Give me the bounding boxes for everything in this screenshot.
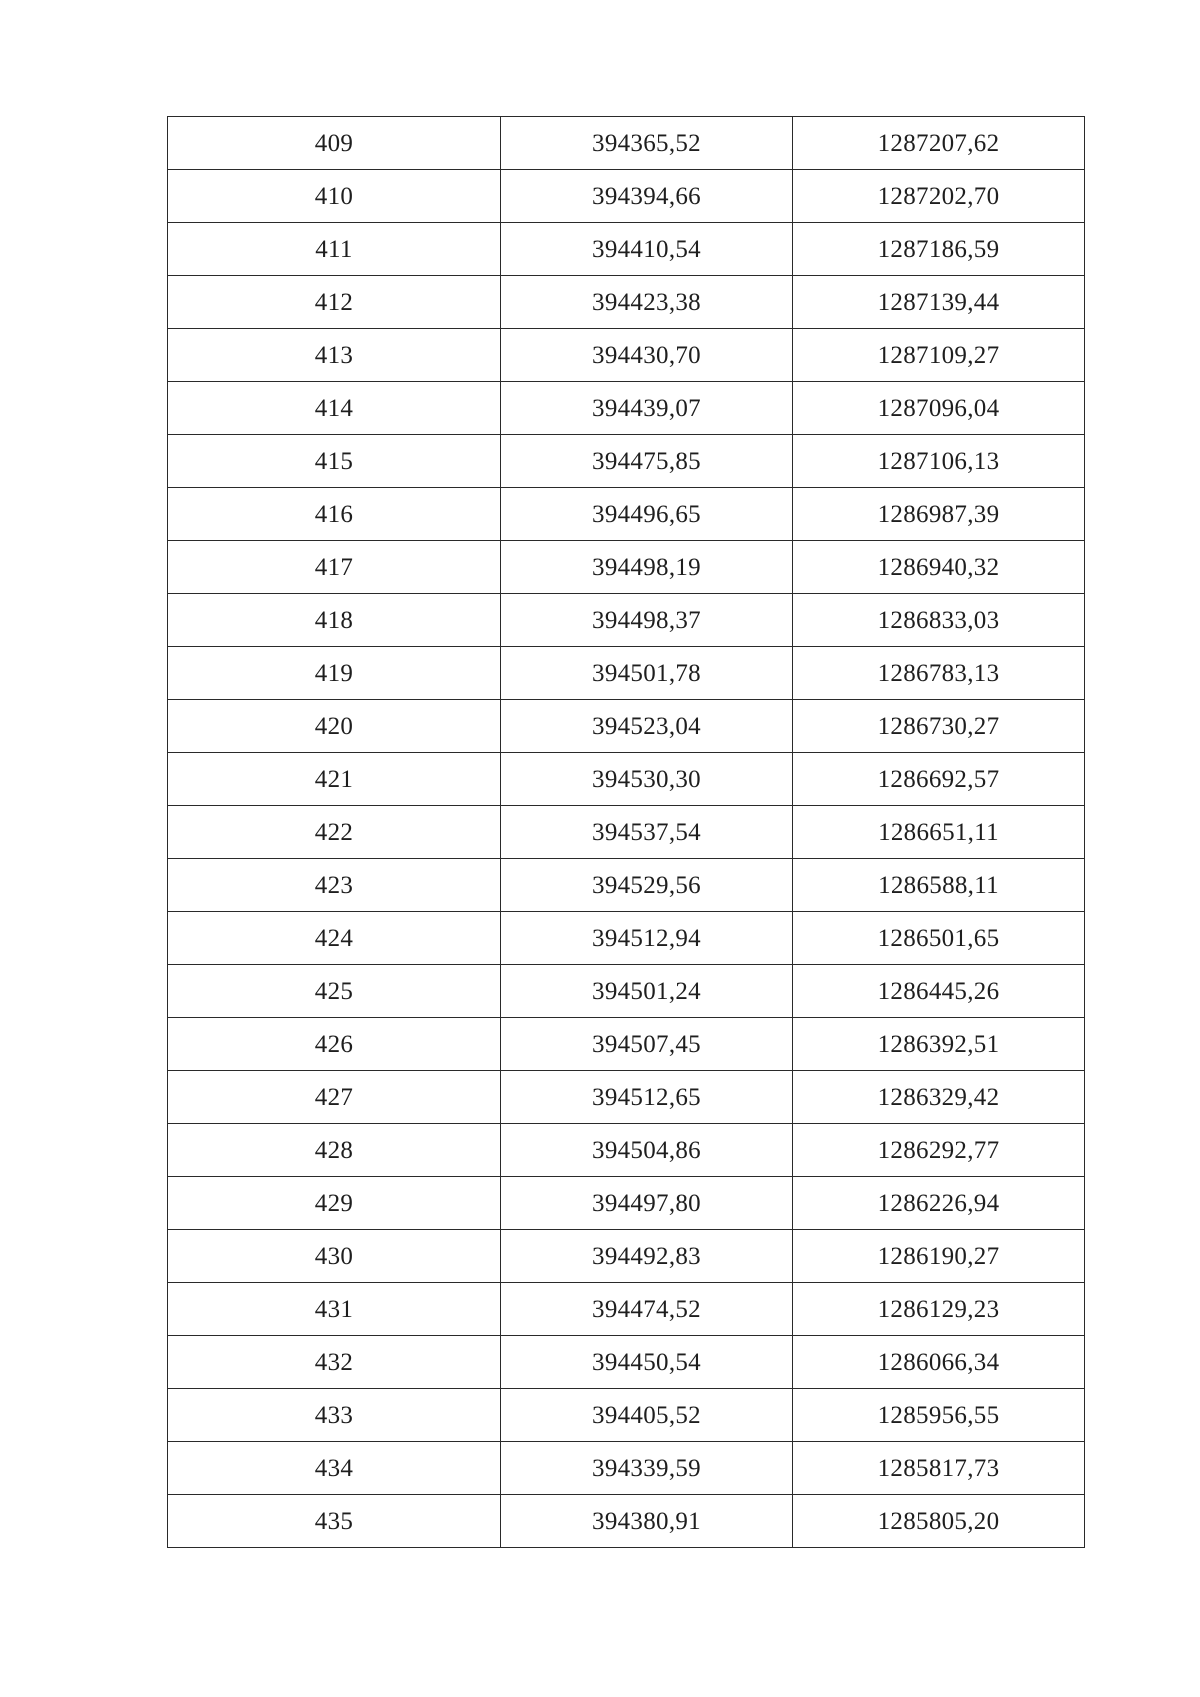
y-coordinate-cell: 1286445,26 bbox=[793, 965, 1085, 1018]
x-coordinate-cell: 394474,52 bbox=[501, 1283, 793, 1336]
y-coordinate-cell: 1286066,34 bbox=[793, 1336, 1085, 1389]
y-coordinate-cell: 1285817,73 bbox=[793, 1442, 1085, 1495]
x-coordinate-cell: 394498,37 bbox=[501, 594, 793, 647]
point-number-cell: 425 bbox=[168, 965, 501, 1018]
point-number-cell: 423 bbox=[168, 859, 501, 912]
y-coordinate-cell: 1286940,32 bbox=[793, 541, 1085, 594]
table-row bbox=[168, 806, 1085, 859]
point-number-cell: 412 bbox=[168, 276, 501, 329]
table-row bbox=[168, 170, 1085, 223]
point-number-cell: 411 bbox=[168, 223, 501, 276]
table-row bbox=[168, 1071, 1085, 1124]
x-coordinate-cell: 394410,54 bbox=[501, 223, 793, 276]
point-number-cell: 434 bbox=[168, 1442, 501, 1495]
coordinates-table-body bbox=[168, 117, 1085, 1548]
y-coordinate-cell: 1287106,13 bbox=[793, 435, 1085, 488]
x-coordinate-cell: 394496,65 bbox=[501, 488, 793, 541]
y-coordinate-cell: 1285956,55 bbox=[793, 1389, 1085, 1442]
point-number-cell: 427 bbox=[168, 1071, 501, 1124]
table-row bbox=[168, 912, 1085, 965]
y-coordinate-cell: 1287139,44 bbox=[793, 276, 1085, 329]
table-row bbox=[168, 1442, 1085, 1495]
x-coordinate-cell: 394501,24 bbox=[501, 965, 793, 1018]
point-number-cell: 426 bbox=[168, 1018, 501, 1071]
x-coordinate-cell: 394394,66 bbox=[501, 170, 793, 223]
table-row bbox=[168, 1018, 1085, 1071]
x-coordinate-cell: 394504,86 bbox=[501, 1124, 793, 1177]
x-coordinate-cell: 394405,52 bbox=[501, 1389, 793, 1442]
table-row bbox=[168, 382, 1085, 435]
x-coordinate-cell: 394439,07 bbox=[501, 382, 793, 435]
table-row bbox=[168, 594, 1085, 647]
point-number-cell: 431 bbox=[168, 1283, 501, 1336]
table-row bbox=[168, 753, 1085, 806]
y-coordinate-cell: 1287207,62 bbox=[793, 117, 1085, 170]
x-coordinate-cell: 394507,45 bbox=[501, 1018, 793, 1071]
table-row bbox=[168, 859, 1085, 912]
y-coordinate-cell: 1286329,42 bbox=[793, 1071, 1085, 1124]
point-number-cell: 421 bbox=[168, 753, 501, 806]
point-number-cell: 414 bbox=[168, 382, 501, 435]
point-number-cell: 433 bbox=[168, 1389, 501, 1442]
table-row bbox=[168, 965, 1085, 1018]
y-coordinate-cell: 1286190,27 bbox=[793, 1230, 1085, 1283]
y-coordinate-cell: 1286292,77 bbox=[793, 1124, 1085, 1177]
table-row bbox=[168, 329, 1085, 382]
y-coordinate-cell: 1286392,51 bbox=[793, 1018, 1085, 1071]
table-row bbox=[168, 1230, 1085, 1283]
y-coordinate-cell: 1286226,94 bbox=[793, 1177, 1085, 1230]
x-coordinate-cell: 394523,04 bbox=[501, 700, 793, 753]
point-number-cell: 435 bbox=[168, 1495, 501, 1548]
table-row bbox=[168, 647, 1085, 700]
y-coordinate-cell: 1286129,23 bbox=[793, 1283, 1085, 1336]
y-coordinate-cell: 1286987,39 bbox=[793, 488, 1085, 541]
y-coordinate-cell: 1286833,03 bbox=[793, 594, 1085, 647]
table-row bbox=[168, 541, 1085, 594]
table-row bbox=[168, 223, 1085, 276]
point-number-cell: 424 bbox=[168, 912, 501, 965]
x-coordinate-cell: 394512,65 bbox=[501, 1071, 793, 1124]
y-coordinate-cell: 1286501,65 bbox=[793, 912, 1085, 965]
table-row bbox=[168, 488, 1085, 541]
x-coordinate-cell: 394339,59 bbox=[501, 1442, 793, 1495]
x-coordinate-cell: 394430,70 bbox=[501, 329, 793, 382]
table-row bbox=[168, 1283, 1085, 1336]
x-coordinate-cell: 394380,91 bbox=[501, 1495, 793, 1548]
y-coordinate-cell: 1286651,11 bbox=[793, 806, 1085, 859]
x-coordinate-cell: 394530,30 bbox=[501, 753, 793, 806]
point-number-cell: 410 bbox=[168, 170, 501, 223]
x-coordinate-cell: 394537,54 bbox=[501, 806, 793, 859]
point-number-cell: 413 bbox=[168, 329, 501, 382]
point-number-cell: 418 bbox=[168, 594, 501, 647]
table-row bbox=[168, 1124, 1085, 1177]
table-row bbox=[168, 117, 1085, 170]
point-number-cell: 422 bbox=[168, 806, 501, 859]
table-row bbox=[168, 700, 1085, 753]
point-number-cell: 420 bbox=[168, 700, 501, 753]
point-number-cell: 429 bbox=[168, 1177, 501, 1230]
y-coordinate-cell: 1287186,59 bbox=[793, 223, 1085, 276]
table-row bbox=[168, 1336, 1085, 1389]
y-coordinate-cell: 1287096,04 bbox=[793, 382, 1085, 435]
table-row bbox=[168, 276, 1085, 329]
x-coordinate-cell: 394501,78 bbox=[501, 647, 793, 700]
x-coordinate-cell: 394512,94 bbox=[501, 912, 793, 965]
table-row bbox=[168, 1495, 1085, 1548]
x-coordinate-cell: 394450,54 bbox=[501, 1336, 793, 1389]
table-row bbox=[168, 1177, 1085, 1230]
x-coordinate-cell: 394365,52 bbox=[501, 117, 793, 170]
table-row bbox=[168, 1389, 1085, 1442]
point-number-cell: 428 bbox=[168, 1124, 501, 1177]
y-coordinate-cell: 1286588,11 bbox=[793, 859, 1085, 912]
x-coordinate-cell: 394498,19 bbox=[501, 541, 793, 594]
point-number-cell: 430 bbox=[168, 1230, 501, 1283]
point-number-cell: 419 bbox=[168, 647, 501, 700]
point-number-cell: 409 bbox=[168, 117, 501, 170]
x-coordinate-cell: 394529,56 bbox=[501, 859, 793, 912]
point-number-cell: 415 bbox=[168, 435, 501, 488]
y-coordinate-cell: 1286730,27 bbox=[793, 700, 1085, 753]
y-coordinate-cell: 1286783,13 bbox=[793, 647, 1085, 700]
y-coordinate-cell: 1287109,27 bbox=[793, 329, 1085, 382]
y-coordinate-cell: 1287202,70 bbox=[793, 170, 1085, 223]
y-coordinate-cell: 1285805,20 bbox=[793, 1495, 1085, 1548]
x-coordinate-cell: 394492,83 bbox=[501, 1230, 793, 1283]
point-number-cell: 417 bbox=[168, 541, 501, 594]
x-coordinate-cell: 394475,85 bbox=[501, 435, 793, 488]
x-coordinate-cell: 394497,80 bbox=[501, 1177, 793, 1230]
coordinates-table bbox=[167, 116, 1085, 1548]
table-row bbox=[168, 435, 1085, 488]
point-number-cell: 432 bbox=[168, 1336, 501, 1389]
point-number-cell: 416 bbox=[168, 488, 501, 541]
x-coordinate-cell: 394423,38 bbox=[501, 276, 793, 329]
y-coordinate-cell: 1286692,57 bbox=[793, 753, 1085, 806]
